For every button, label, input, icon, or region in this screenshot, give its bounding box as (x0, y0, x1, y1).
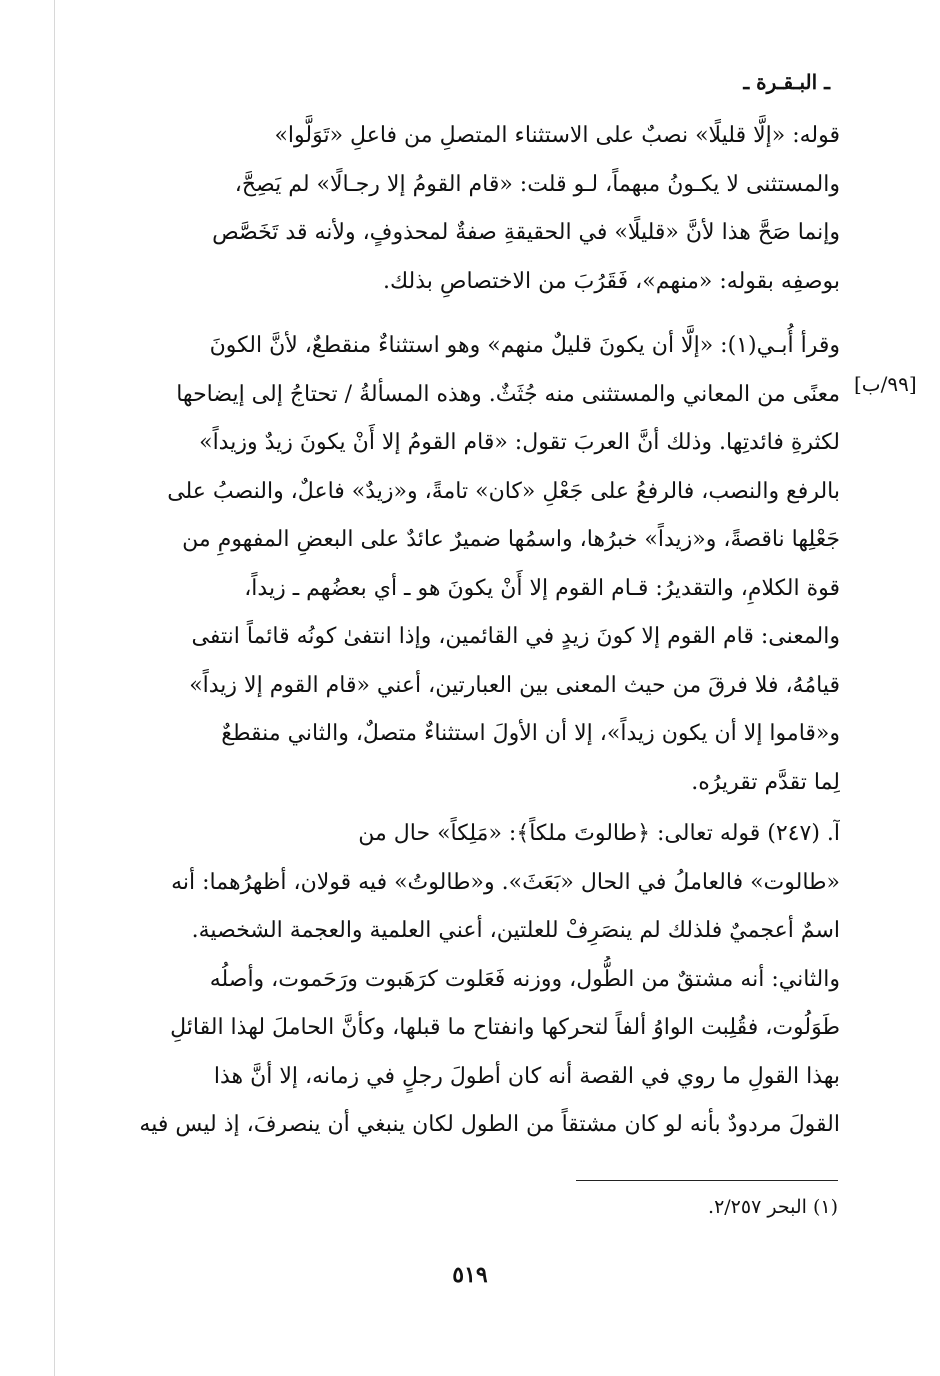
page-number: ٥١٩ (452, 1262, 488, 1288)
text-line: معنًى من المعاني والمستثنى منه جُثَثٌ. وهذه المسألةُ / تحتاجُ إلى إيضاحها (176, 381, 840, 407)
text-line: طَوَلُوت، فقُلِبت الواوُ ألفاً لتحركها وانفتاح ما قبلها، وكأنَّ الحاملَ لهذا القائلِ (170, 1015, 840, 1040)
text-line: لكثرةِ فائدتِها. وذلك أنَّ العربَ تقول: «قام القومُ إلا أَنْ يكونَ زيدٌ وزيداً» (199, 430, 840, 455)
text-line: والمعنى: قام القوم إلا كونَ زيدٍ في القائمين، وإذا انتفىٰ كونُه قائماً انتفى (191, 624, 840, 649)
paragraph-2 (118, 322, 840, 807)
text-line: لِما تقدَّم تقريرُه. (691, 769, 840, 795)
text-line: آ. (٢٤٧) قوله تعالى: ﴿طالوتَ ملكاً﴾: «مَلِكاً» حال من (358, 821, 840, 846)
paragraph-1 (118, 112, 840, 306)
text-line: وقرأ أُبـي(١): «إلَّا أن يكونَ قليلٌ منهم» وهو استثناءٌ منقطعٌ، لأنَّ الكونَ (209, 333, 840, 358)
text-line: قوله: «إلَّا قليلًا» نصبٌ على الاستثناء المتصلِ من فاعلِ «تَوَلَّوا» (274, 123, 840, 148)
text-line: قوة الكلامِ، والتقديرُ: قـام القوم إلا أَنْ يكونَ هو ـ أي بعضُهم ـ زيداً، (244, 575, 840, 601)
text-line: قيامُهُ، فلا فرقَ من حيث المعنى بين العبارتين، أعني «قام القوم إلا زيداً» (189, 672, 840, 698)
text-line: و«قاموا إلا أن يكون زيداً»، إلا أن الأولَ استثناءٌ متصلٌ، والثاني منقطعٌ (221, 721, 840, 746)
text-line: بوصفِه بقوله: «منهم»، فَقَرُبَ من الاختصاصِ بذلك. (382, 268, 840, 294)
scan-edge-line (54, 0, 55, 1376)
text-line: بالرفع والنصب، فالرفعُ على جَعْلِ «كان» تامةً، و«زيدٌ» فاعلٌ، والنصبُ على (167, 478, 840, 504)
text-line: جَعْلِها ناقصةً، و«زيداً» خبرُها، واسمُها ضميرٌ عائدٌ على البعضِ المفهومِ من (182, 527, 840, 552)
text-line: وإنما صَحَّ هذا لأنَّ «قليلًا» في الحقيقةِ صفةٌ لمحذوفٍ، ولأنه قد تَخَصَّص (212, 220, 840, 245)
text-line: اسمٌ أعجميٌ فلذلك لم ينصَرِفْ للعلتين، أعني العلمية والعجمة الشخصية. (191, 918, 840, 943)
text-line: القولَ مردودٌ بأنه لو كان مشتقاً من الطول لكان ينبغي أن ينصرفَ، إذ ليس فيه (139, 1112, 840, 1137)
manuscript-folio-marker: [٩٩/ب] (854, 372, 917, 396)
text-line: والثاني: أنه مشتقٌ من الطُّول، ووزنه فَعَلوت كرَهَبوت ورَحَموت، وأصلُه (209, 966, 840, 992)
text-line: «طالوت» فالعاملُ في الحال «بَعَثَ». و«طالوتُ» فيه قولان، أظهرُهما: أنه (171, 869, 840, 895)
running-header: ـ البـقـرة ـ (743, 70, 830, 94)
footnote: (١) البحر ٢/٢٥٧. (708, 1196, 838, 1218)
text-line: بهذا القولِ ما روي في القصة أنه كان أطولَ رجلٍ في زمانه، إلا أنَّ هذا (213, 1063, 840, 1089)
paragraph-3 (118, 810, 840, 1150)
footnote-separator (576, 1180, 838, 1181)
text-line: والمستثنى لا يكـونُ مبهماً، لـو قلت: «قام القومُ إلا رجـالًا» لم يَصِحَّ، (234, 171, 840, 197)
